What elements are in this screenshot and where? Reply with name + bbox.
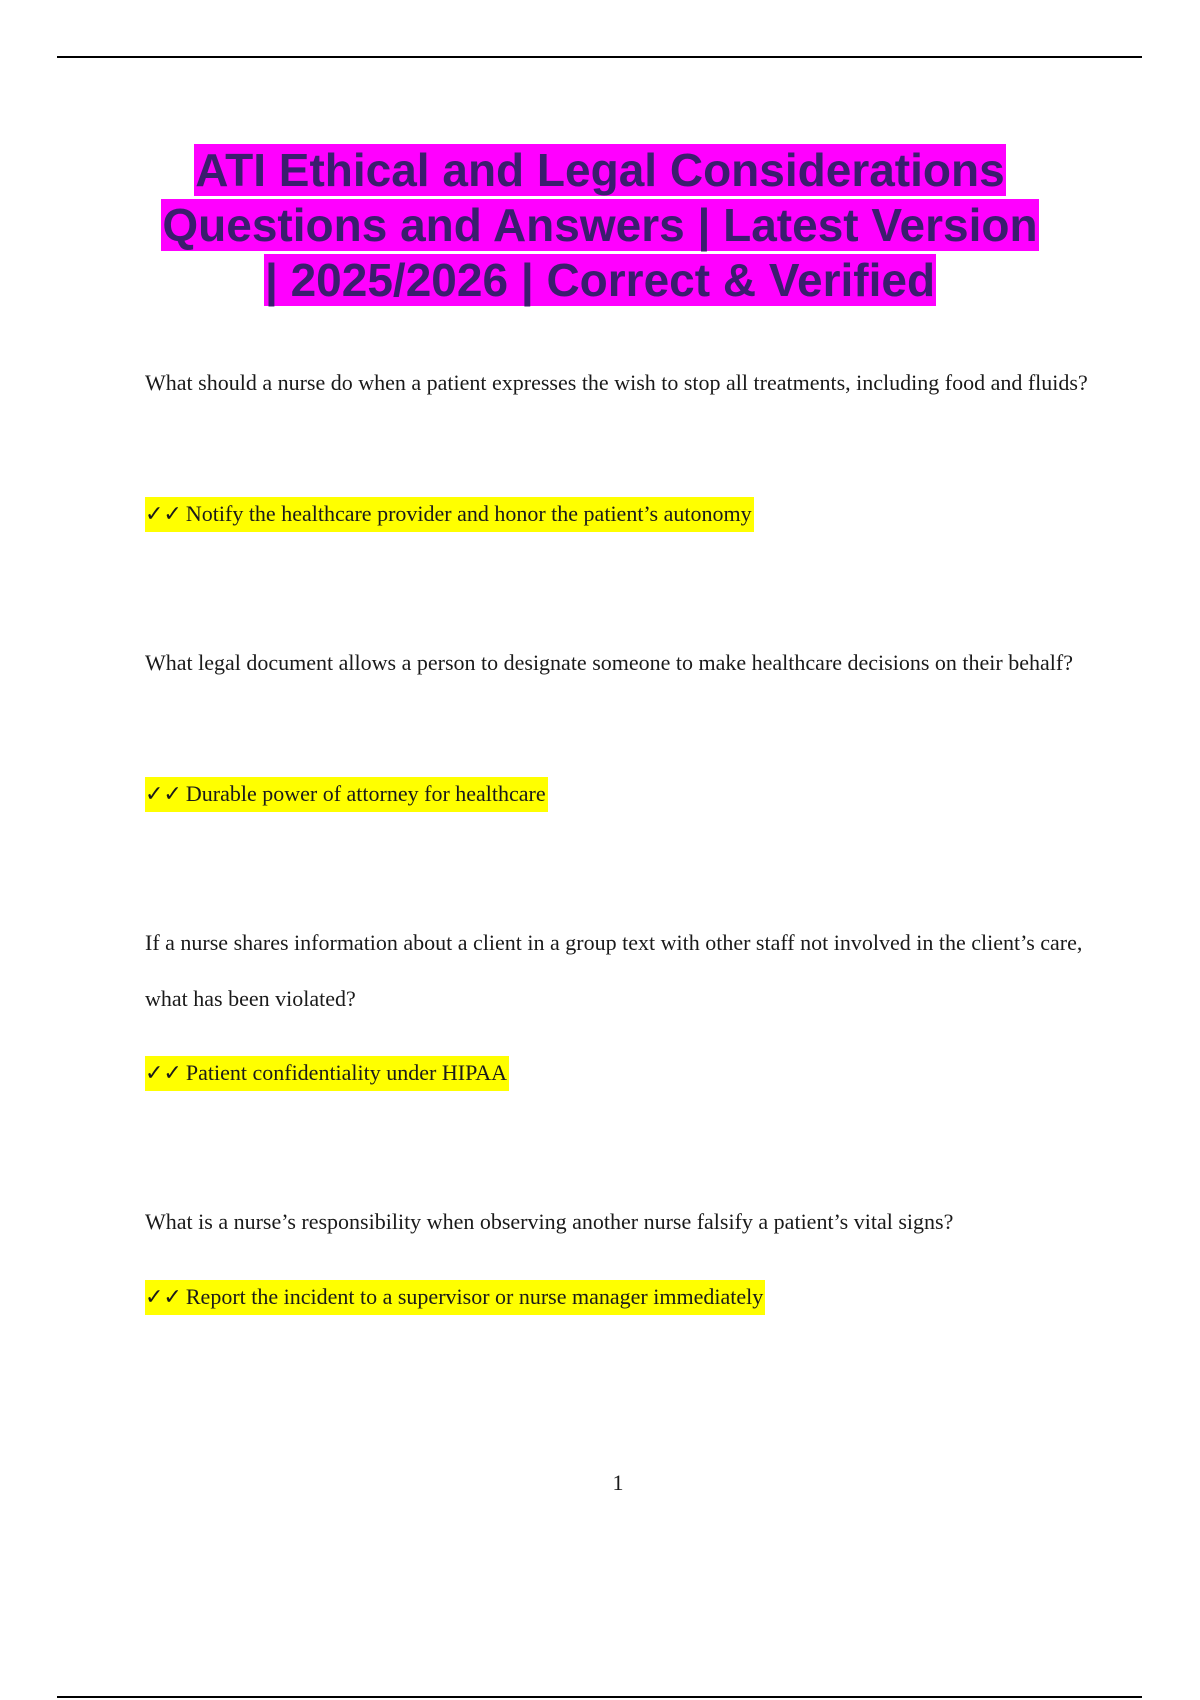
title-line-1: ATI Ethical and Legal Considerations	[195, 144, 1005, 196]
top-rule	[57, 56, 1142, 58]
answer-text: Durable power of attorney for healthcare	[185, 781, 546, 806]
check-icon: ✓✓	[145, 502, 182, 527]
answer-3	[145, 1056, 1095, 1091]
question-text: What should a nurse do when a patient expresses the wish to stop all treatments, including food and fluids?	[145, 370, 1088, 395]
answer-2	[145, 777, 1095, 812]
answer-highlight	[145, 777, 548, 812]
title-line-2: Questions and Answers | Latest Version	[162, 199, 1038, 251]
answer-text: Patient confidentiality under HIPAA	[185, 1060, 508, 1085]
question-text: If a nurse shares information about a client in a group text with other staff not involved in the client’s care, what has been violated?	[145, 930, 1083, 1011]
bottom-rule	[57, 1696, 1142, 1698]
title-line-3: | 2025/2026 | Correct & Verified	[264, 254, 936, 306]
check-icon: ✓✓	[145, 1061, 182, 1086]
check-icon: ✓✓	[145, 1285, 182, 1310]
answer-text: Notify the healthcare provider and honor the patient’s autonomy	[185, 501, 752, 526]
page-number: 1	[612, 1470, 624, 1495]
question-2	[145, 635, 1095, 691]
answer-4	[145, 1280, 1095, 1315]
check-icon: ✓✓	[145, 782, 182, 807]
answer-highlight	[145, 497, 754, 532]
document-title	[100, 143, 1100, 308]
question-text: What legal document allows a person to designate someone to make healthcare decisions on their behalf?	[145, 650, 1073, 675]
question-3	[145, 915, 1095, 1027]
question-1	[145, 355, 1095, 411]
answer-text: Report the incident to a supervisor or nurse manager immediately	[185, 1284, 764, 1309]
answer-highlight	[145, 1056, 509, 1091]
answer-1	[145, 497, 1095, 532]
question-4	[145, 1194, 1095, 1250]
question-text: What is a nurse’s responsibility when observing another nurse falsify a patient’s vital signs?	[145, 1209, 954, 1234]
answer-highlight	[145, 1280, 765, 1315]
